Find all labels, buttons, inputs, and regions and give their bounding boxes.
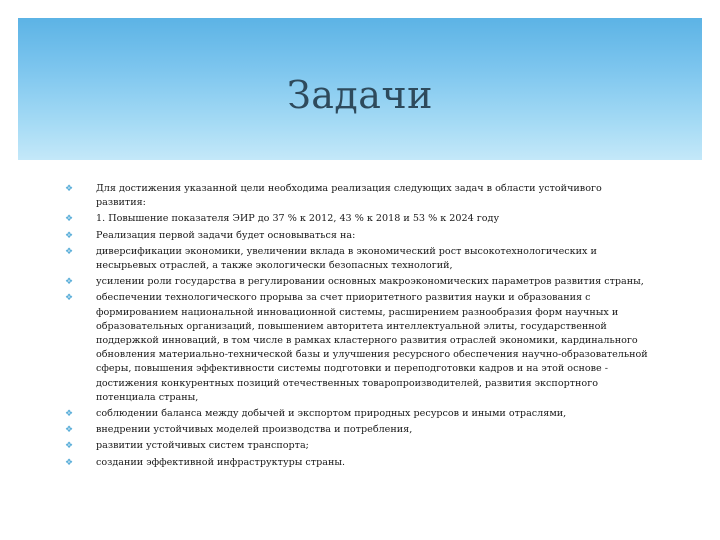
list-item [64,423,654,437]
diamond-bullet-icon: ❖ [64,409,74,420]
list-item [64,182,654,210]
diamond-bullet-icon: ❖ [64,457,74,468]
list-item [64,456,654,470]
list-item-text: Для достижения указанной цели необходима реализация следующих задач в области устойчивого развития: [96,183,602,209]
list-item [64,275,654,289]
list-item [64,439,654,453]
diamond-bullet-icon: ❖ [64,214,74,225]
list-item [64,245,654,273]
diamond-bullet-icon: ❖ [64,277,74,288]
title-panel [18,18,702,160]
list-item-text: 1. Повышение показателя ЭИР до 37 % к 2012, 43 % к 2018 и 53 % к 2024 году [96,213,500,225]
list-item [64,212,654,226]
list-item-text: развитии устойчивых систем транспорта; [96,440,309,452]
list-item-text: усилении роли государства в регулировании основных макроэкономических параметров развития страны, [96,276,644,288]
diamond-bullet-icon: ❖ [64,230,74,241]
list-item [64,291,654,405]
diamond-bullet-icon: ❖ [64,184,74,194]
diamond-bullet-icon: ❖ [64,425,74,436]
list-item-text: обеспечении технологического прорыва за счет приоритетного развития науки и образования с формированием национальной инновационной системы, расширением разнообразия форм научных и образовательных организаций, повышением авторитета интеллектуальной элиты, государственной поддержкой инноваций, в том числе в рамках кластерного развития отраслей экономики, кардинального обновления материально-технической базы и улучшения ресурсного обеспечения научно-образовательной сферы, повышения эффективности системы подготовки и переподготовки кадров и на этой основе - достижения конкурентных позиций отечественных товаропроизводителей, развития экспортного потенциала страны, [96,292,648,403]
list-item [64,229,654,243]
diamond-bullet-icon: ❖ [64,441,74,452]
list-item-text: Реализация первой задачи будет основываться на: [96,229,356,241]
list-item [64,407,654,421]
list-item-text: создании эффективной инфраструктуры страны. [96,456,346,468]
diamond-bullet-icon: ❖ [64,246,74,257]
list-item-text: диверсификации экономики, увеличении вклада в экономический рост высокотехнологических и несырьевых отраслей, а также экологически безопасных технологий, [96,245,597,272]
list-item-text: внедрении устойчивых моделей производства и потребления, [96,424,413,436]
bullet-list [64,182,654,472]
list-item-text: соблюдении баланса между добычей и экспортом природных ресурсов и иными отраслями, [96,408,567,420]
diamond-bullet-icon: ❖ [64,293,74,304]
slide-title: Задачи [287,73,433,117]
